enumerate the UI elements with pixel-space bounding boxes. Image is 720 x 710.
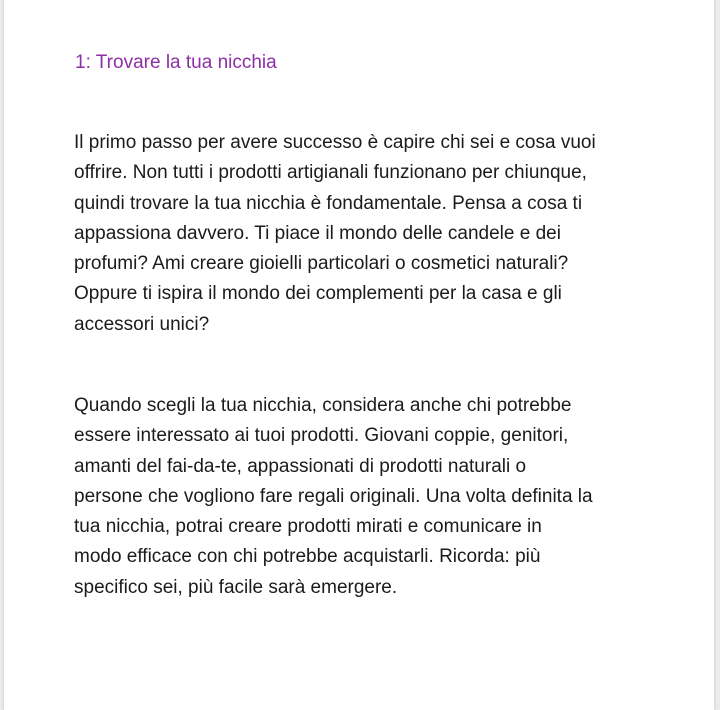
paragraph-1 [74,128,674,340]
paragraph-line: persone che vogliono fare regali originali. Una volta definita la [74,485,593,507]
paragraph-line: offrire. Non tutti i prodotti artigianali funzionano per chiunque, [74,162,587,184]
paragraph-line: essere interessato ai tuoi prodotti. Giovani coppie, genitori, [74,425,569,447]
paragraph-2 [74,391,674,603]
paragraph-line: Quando scegli la tua nicchia, considera anche chi potrebbe [74,395,572,416]
document-page [4,0,714,710]
paragraph-line: Oppure ti ispira il mondo dei complementi per la casa e gli [74,283,562,305]
paragraph-line: amanti del fai-da-te, appassionati di prodotti naturali o [74,455,527,477]
paragraph-line: specifico sei, più facile sarà emergere. [74,576,398,598]
section-heading: 1: Trovare la tua nicchia [75,52,277,73]
paragraph-line: accessori unici? [74,313,210,335]
paragraph-line: tua nicchia, potrai creare prodotti mirati e comunicare in [74,516,542,538]
paragraph-line: modo efficace con chi potrebbe acquistarli. Ricorda: più [74,546,541,568]
paragraph-line: Il primo passo per avere successo è capire chi sei e cosa vuoi [74,132,596,153]
paragraph-line: quindi trovare la tua nicchia è fondamentale. Pensa a cosa ti [74,192,583,214]
paragraph-line: profumi? Ami creare gioielli particolari o cosmetici naturali? [74,253,569,275]
paragraph-line: appassiona davvero. Ti piace il mondo delle candele e dei [74,222,561,244]
